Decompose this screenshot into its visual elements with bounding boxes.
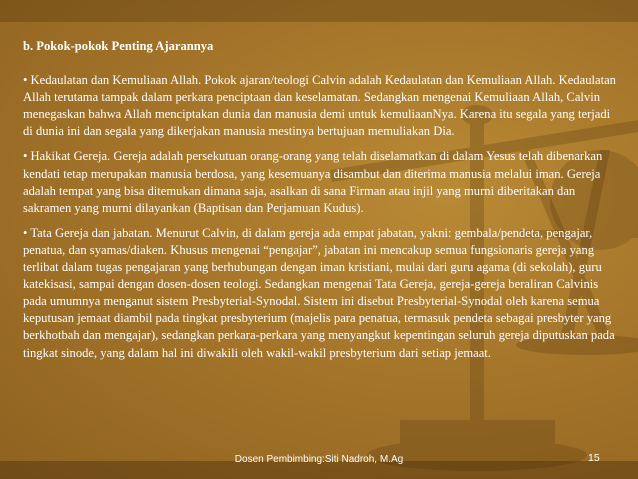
- paragraph-hakikat-gereja: • Hakikat Gereja. Gereja adalah persekutuan orang-orang yang telah diselamatkan di dalam Yesus telah dibenarkan kendati tetap merupakan manusia berdosa, yang kesemuanya disambut dan diterima manusia melalui iman. Gereja adalah tempat yang bisa ditemukan dimana saja, asalkan di sana Firman atau injil yang murni diberitakan dan sakramen yang murni dilayankan (Baptisan dan Perjamuan Kudus).: [23, 149, 603, 215]
- footer-lecturer: Dosen Pembimbing:Siti Nadroh, M.Ag: [234, 454, 404, 465]
- slide-heading: b. Pokok-pokok Penting Ajarannya: [23, 39, 214, 53]
- slide-content: [23, 38, 623, 370]
- paragraph-tata-gereja: • Tata Gereja dan jabatan. Menurut Calvin, di dalam gereja ada empat jabatan, yakni: gembala/pendeta, pengajar, penatua, dan syamas/diaken. Khusus mengenai “pengajar”, jabatan ini mencakup semua fungsionaris gereja yang terlibat dalam tugas pengajaran yang berhubungan dengan iman kristiani, mulai dari guru agama (di sekolah), guru katekisasi, sampai dengan dosen-dosen teologi. Sedangkan mengenai Tata Gereja, gereja-gereja beraliran Calvinis pada umumnya menganut sistem Presbyterial-Synodal. Sistem ini disebut Presbyterial-Synodal oleh karena semua keputusan jemaat diambil pada tingkat presbyterium (majelis para penatua, termasuk pendeta sebagai presbyter yang berkhotbah dan mengajar), sedangkan perkara-perkara yang menyangkut kepentingan seluruh gereja diputuskan pada tingkat sinode, yang dalam hal ini diwakili oleh wakil-wakil presbyterium dari setiap jemaat.: [23, 225, 615, 360]
- top-band: [0, 0, 638, 22]
- paragraph-kedaulatan: • Kedaulatan dan Kemuliaan Allah. Pokok ajaran/teologi Calvin adalah Kedaulatan dan Kemuliaan Allah. Kedaulatan Allah terutama tampak dalam perkara penciptaan dan keselamatan. Sedangkan mengenai Kemuliaan Allah, Calvin menegaskan bahwa Allah menciptakan dunia dan manusia demi untuk kemuliaanNya. Karena itu segala yang terjadi di dunia ini dan segala yang dikerjakan manusia mestinya bertujuan memuliakan Dia.: [23, 73, 616, 139]
- page-number: 15: [588, 452, 600, 464]
